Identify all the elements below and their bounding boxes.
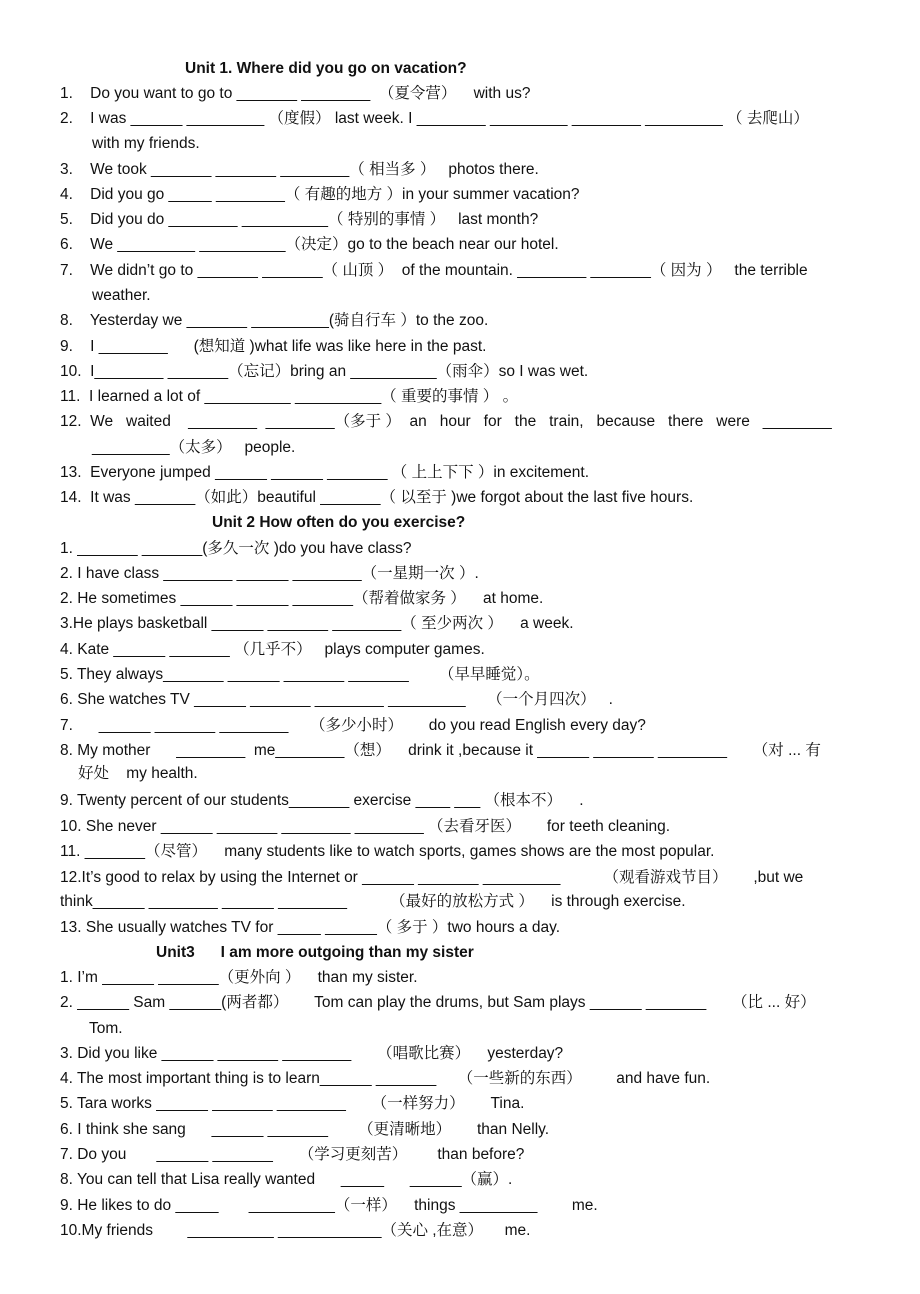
unit3-item-8: 8. You can tell that Lisa really wanted _____ ______（赢）.: [60, 1171, 513, 1188]
unit1-item-7-cont: weather.: [92, 287, 151, 304]
unit3-title: Unit3 I am more outgoing than my sister: [156, 944, 474, 961]
unit3-item-4: 4. The most important thing is to learn______ _______ （一些新的东西） and have fun.: [60, 1070, 711, 1087]
unit1-item-11: 11. I learned a lot of __________ __________（ 重要的事情 ） 。: [60, 388, 519, 405]
unit2-item-1: 1. _______ _______(多久一次 )do you have class?: [60, 540, 412, 557]
unit1-item-8: 8. Yesterday we _______ _________(骑自行车 ）to the zoo.: [60, 312, 489, 329]
unit3-item-7: 7. Do you ______ _______ （学习更刻苦） than before?: [60, 1146, 525, 1163]
unit2-item-2: 2. I have class ________ ______ ________（一星期一次 ）.: [60, 565, 479, 582]
unit1-item-2-cont: with my friends.: [92, 135, 200, 152]
unit3-item-9: 9. He likes to do _____ __________（一样） things _________ me.: [60, 1197, 598, 1214]
unit2-item-5: 5. They always_______ ______ _______ _______ （早早睡觉）。: [60, 666, 540, 683]
unit2-item-8: 8. My mother ________ me________（想） drink it ,because it ______ _______ ________ （对 ... 有: [60, 742, 821, 759]
unit2-item-12-cont: think______ ________ ______ ________ （最好的放松方式 ） is through exercise.: [60, 893, 686, 910]
unit3-item-10: 10.My friends __________ ____________（关心 ,在意） me.: [60, 1222, 531, 1239]
unit3-item-1: 1. I’m ______ _______（更外向 ） than my sister.: [60, 969, 418, 986]
unit2-item-13: 13. She usually watches TV for _____ ______（ 多于 ）two hours a day.: [60, 919, 561, 936]
unit1-item-1: 1. Do you want to go to _______ ________ （夏令营） with us?: [60, 85, 531, 102]
unit3-item-5: 5. Tara works ______ _______ ________ （一样努力） Tina.: [60, 1095, 525, 1112]
unit1-item-12-cont: _________（太多） people.: [92, 439, 296, 456]
unit2-item-4: 4. Kate ______ _______ （几乎不） plays computer games.: [60, 641, 485, 658]
unit2-item-7: 7. ______ _______ ________ （多少小时） do you read English every day?: [60, 717, 646, 734]
unit3-item-3: 3. Did you like ______ _______ ________ （唱歌比赛） yesterday?: [60, 1045, 564, 1062]
unit3-item-6: 6. I think she sang ______ _______ （更清晰地） than Nelly.: [60, 1121, 550, 1138]
unit2-item-11: 11. _______（尽管） many students like to watch sports, games shows are the most popular.: [60, 843, 715, 860]
unit2-item-8-cont: 好处 my health.: [78, 765, 198, 782]
unit2-item-12: 12.It’s good to relax by using the Internet or ______ _______ _________ （观看游戏节目） ,but we: [60, 869, 804, 886]
unit1-item-5: 5. Did you do ________ __________（ 特别的事情 ） last month?: [60, 211, 539, 228]
unit1-item-2: 2. I was ______ _________ （度假） last week. I ________ _________ ________ _________ （ 去爬山）: [60, 110, 809, 127]
unit2-item-10: 10. She never ______ _______ ________ ________ （去看牙医） for teeth cleaning.: [60, 818, 671, 835]
unit2-title: Unit 2 How often do you exercise?: [212, 514, 466, 531]
unit2-item-2b: 2. He sometimes ______ ______ _______（帮着做家务 ） at home.: [60, 590, 544, 607]
unit2-item-9: 9. Twenty percent of our students_______ exercise ____ ___ （根本不） .: [60, 792, 584, 809]
unit1-item-3: 3. We took _______ _______ ________（ 相当多 ） photos there.: [60, 161, 539, 178]
unit1-item-6: 6. We _________ __________（决定）go to the beach near our hotel.: [60, 236, 559, 253]
unit1-item-9: 9. I ________ (想知道 )what life was like here in the past.: [60, 338, 487, 355]
unit2-item-6: 6. She watches TV ______ _______ ________ _________ （一个月四次） .: [60, 691, 613, 708]
unit1-item-10: 10. I________ _______（忘记）bring an __________（雨伞）so I was wet.: [60, 363, 589, 380]
unit1-item-12: 12. We waited ________ ________（多于 ） an hour for the train, because there were ________: [60, 413, 832, 430]
unit3-item-2-cont: Tom.: [89, 1020, 123, 1037]
unit1-title: Unit 1. Where did you go on vacation?: [185, 60, 467, 77]
unit1-item-4: 4. Did you go _____ ________（ 有趣的地方 ）in your summer vacation?: [60, 186, 580, 203]
unit1-item-13: 13. Everyone jumped ______ ______ _______ （ 上上下下 ）in excitement.: [60, 464, 590, 481]
unit2-item-3: 3.He plays basketball ______ _______ ________（ 至少两次 ） a week.: [60, 615, 574, 632]
unit1-item-7: 7. We didn’t go to _______ _______（ 山顶 ） of the mountain. ________ _______（ 因为 ） the terrible: [60, 262, 808, 279]
unit3-item-2: 2. ______ Sam ______(两者都） Tom can play the drums, but Sam plays ______ _______ （比 ... 好）: [60, 994, 816, 1011]
unit1-item-14: 14. It was _______（如此）beautiful _______（ 以至于 )we forgot about the last five hours.: [60, 489, 694, 506]
